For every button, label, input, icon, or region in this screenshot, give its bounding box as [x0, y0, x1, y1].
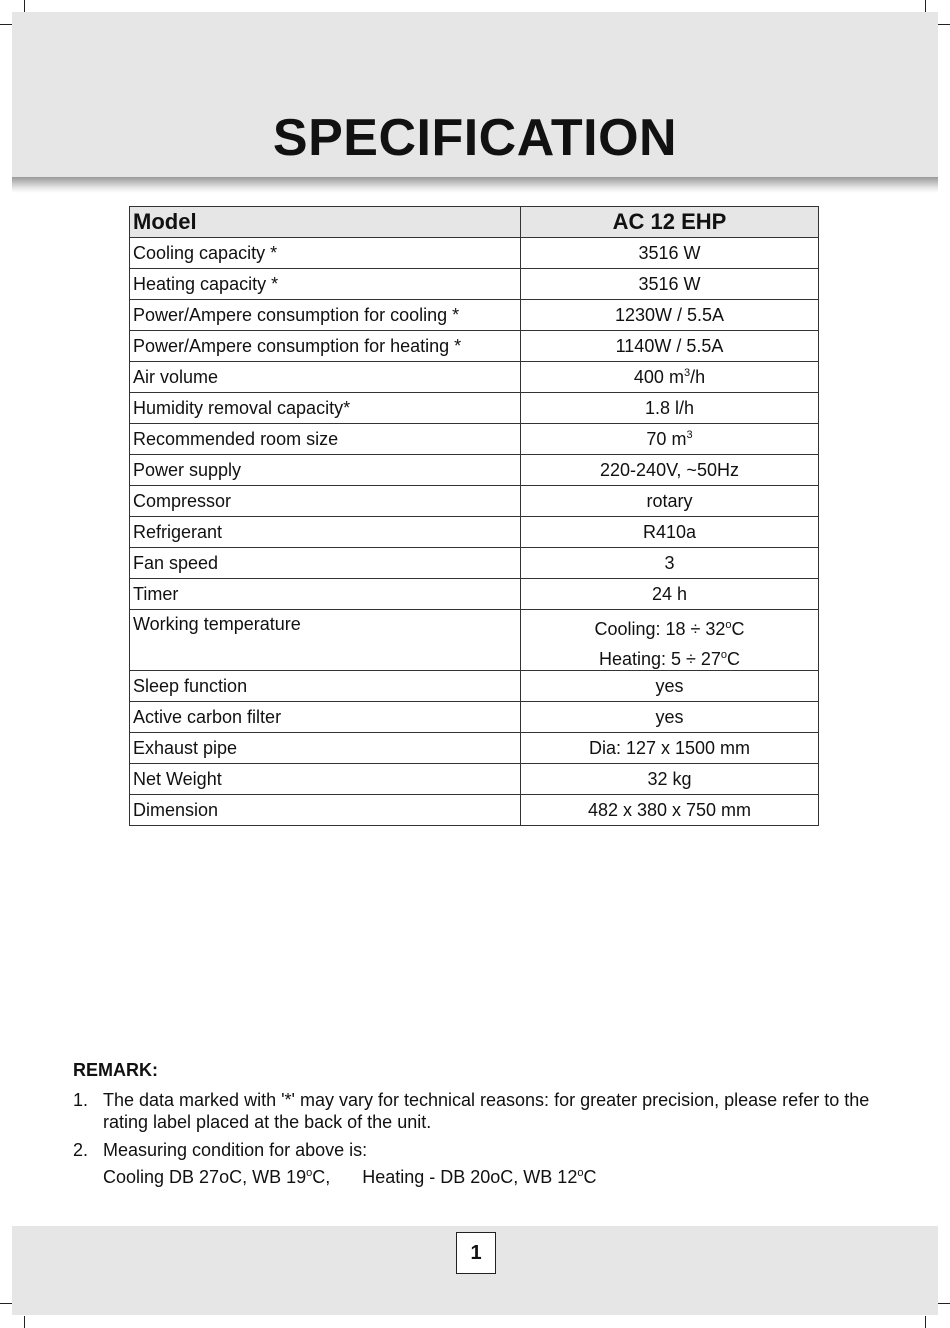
model-value: AC 12 EHP: [521, 207, 819, 238]
degree-superscript: o: [577, 1167, 584, 1179]
remark-text: Measuring condition for above is:: [103, 1140, 368, 1160]
remark-title: REMARK:: [73, 1060, 158, 1080]
row-value: [521, 424, 819, 455]
row-label: Dimension: [130, 795, 521, 826]
row-label: Refrigerant: [130, 517, 521, 548]
row-value: yes: [521, 671, 819, 702]
row-value: 482 x 380 x 750 mm: [521, 795, 819, 826]
table-row: [130, 362, 819, 393]
condition-text: C,: [312, 1167, 331, 1187]
table-row: [130, 300, 819, 331]
value-superscript: 3: [686, 428, 693, 441]
table-row: [130, 331, 819, 362]
row-label: Timer: [130, 579, 521, 610]
crop-mark: [938, 24, 950, 25]
table-row: [130, 238, 819, 269]
table-row: [130, 486, 819, 517]
header-shadow: [12, 177, 938, 193]
row-label: Exhaust pipe: [130, 733, 521, 764]
value-text: 400 m: [633, 366, 684, 387]
condition-text: Heating - DB 20oC, WB 12: [362, 1167, 578, 1187]
table-row: [130, 610, 819, 671]
row-value: 3516 W: [521, 269, 819, 300]
value-superscript: 3: [683, 366, 691, 379]
row-value: Dia: 127 x 1500 mm: [521, 733, 819, 764]
degree-superscript: o: [725, 619, 732, 631]
remark-section: [73, 1060, 883, 1188]
row-label: Working temperature: [130, 610, 521, 671]
table-row: [130, 702, 819, 733]
row-label: Power/Ampere consumption for cooling *: [130, 300, 521, 331]
remark-number: 1.: [73, 1090, 89, 1110]
table-row: [130, 548, 819, 579]
condition-text: Cooling DB 27oC, WB 19: [103, 1167, 307, 1187]
value-text: Heating: 5 ÷ 27: [598, 649, 721, 669]
crop-mark: [925, 0, 926, 12]
model-label: Model: [130, 207, 521, 238]
table-row: [130, 795, 819, 826]
row-value: 220-240V, ~50Hz: [521, 455, 819, 486]
crop-mark: [0, 1303, 12, 1304]
value-text: C: [731, 619, 745, 639]
row-label: Power supply: [130, 455, 521, 486]
row-value: R410a: [521, 517, 819, 548]
row-label: Net Weight: [130, 764, 521, 795]
table-row: [130, 579, 819, 610]
table-row: [130, 393, 819, 424]
spec-table: [129, 206, 819, 826]
row-label: Humidity removal capacity*: [130, 393, 521, 424]
row-label: Fan speed: [130, 548, 521, 579]
crop-mark: [938, 1303, 950, 1304]
row-label: Compressor: [130, 486, 521, 517]
row-value: 1230W / 5.5A: [521, 300, 819, 331]
row-value: 1140W / 5.5A: [521, 331, 819, 362]
row-value: [521, 362, 819, 393]
value-text: C: [727, 649, 741, 669]
row-value: rotary: [521, 486, 819, 517]
heating-condition: [362, 1167, 596, 1187]
remark-number: 2.: [73, 1140, 89, 1160]
degree-superscript: o: [720, 649, 728, 661]
value-text: Cooling: 18 ÷ 32: [594, 619, 726, 639]
remark-item: [73, 1139, 883, 1161]
table-row: [130, 671, 819, 702]
row-label: Air volume: [130, 362, 521, 393]
crop-mark: [24, 0, 25, 12]
remark-text: The data marked with '*' may vary for technical reasons: for greater precision, please refer to the rating label placed at the back of the unit.: [103, 1090, 870, 1132]
row-value: yes: [521, 702, 819, 733]
row-label: Active carbon filter: [130, 702, 521, 733]
crop-mark: [24, 1316, 25, 1328]
cooling-condition: [103, 1167, 330, 1187]
table-row: [130, 733, 819, 764]
measuring-condition: [73, 1167, 883, 1188]
condition-text: C: [583, 1167, 597, 1187]
page-title: SPECIFICATION: [272, 109, 678, 167]
crop-mark: [0, 24, 12, 25]
crop-mark: [925, 1316, 926, 1328]
value-text: /h: [690, 366, 706, 387]
row-value: 1.8 l/h: [521, 393, 819, 424]
table-header-row: [130, 207, 819, 238]
row-value: 3: [521, 548, 819, 579]
row-label: Power/Ampere consumption for heating *: [130, 331, 521, 362]
row-label: Heating capacity *: [130, 269, 521, 300]
degree-superscript: o: [306, 1167, 313, 1179]
value-text: 70 m: [646, 428, 687, 449]
row-value: 3516 W: [521, 238, 819, 269]
table-row: [130, 517, 819, 548]
remark-item: [73, 1089, 883, 1133]
heating-range: [524, 640, 815, 670]
row-value: 32 kg: [521, 764, 819, 795]
table-row: [130, 269, 819, 300]
row-label: Cooling capacity *: [130, 238, 521, 269]
row-label: Sleep function: [130, 671, 521, 702]
page-number: 1: [456, 1232, 496, 1274]
row-label: Recommended room size: [130, 424, 521, 455]
table-row: [130, 764, 819, 795]
row-value: [521, 610, 819, 671]
row-value: 24 h: [521, 579, 819, 610]
cooling-range: [524, 610, 815, 640]
table-row: [130, 424, 819, 455]
table-row: [130, 455, 819, 486]
